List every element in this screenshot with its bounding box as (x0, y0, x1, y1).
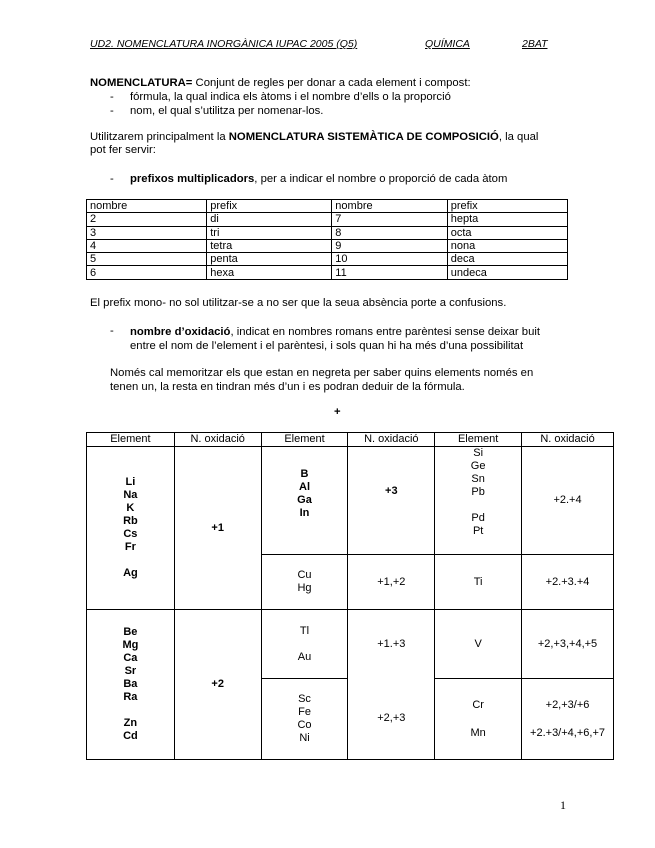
table-cell: octa (447, 226, 567, 239)
memorize-line2: tenen un, la resta en tindran més d’un i es podran deduir de la fórmula. (110, 381, 465, 393)
table-cell: 6 (87, 266, 207, 279)
document-title: UD2. NOMENCLATURA INORGÀNICA IUPAC 2005 (Q5) (90, 38, 358, 50)
header-cell: prefix (207, 200, 332, 213)
level-label: 2BAT (522, 38, 548, 50)
memorize-line1: Només cal memoritzar els que estan en negreta per saber quins elements només en (110, 367, 534, 379)
systematic-text: Utilitzarem principalment la (90, 131, 229, 143)
spacer (522, 712, 613, 727)
header-cell: N. oxidació (348, 433, 435, 447)
element-symbol: Mn (470, 726, 486, 739)
oxidation-value: +2.+3.+4 (522, 555, 614, 610)
sc-group-elements (261, 679, 348, 760)
bullet-dash: - (110, 325, 114, 337)
element-symbol: In (299, 507, 310, 519)
plus-sign: + (334, 406, 341, 418)
element-symbol: Mg (122, 639, 139, 651)
table-row (87, 253, 568, 266)
nomenclature-term: NOMENCLATURA= (90, 77, 193, 89)
oxidation-value: +1.+3 (377, 638, 406, 650)
cr-mn-elements (435, 679, 522, 760)
table-cell: hexa (207, 266, 332, 279)
nomenclature-definition (90, 77, 471, 90)
oxidation-value: +1,+2 (348, 555, 435, 610)
spacer (87, 704, 174, 717)
prefixes-bullet (130, 173, 507, 185)
table-row (87, 610, 614, 679)
oxidation-line2: entre el nom de l’element i el parèntesi, i sols quan hi ha més d’una possibilitat (130, 340, 524, 352)
element-symbol: Ag (123, 567, 138, 579)
element-symbol: V (435, 610, 522, 679)
element-symbol: Ga (297, 494, 312, 506)
table-row (87, 447, 614, 555)
table-row (87, 239, 568, 252)
prefix-table (86, 199, 568, 280)
element-symbol: Cs (123, 528, 138, 540)
element-symbol: Rb (123, 515, 138, 527)
table-cell: di (207, 213, 332, 226)
systematic-line2: pot fer servir: (90, 144, 156, 156)
table-cell: 8 (332, 226, 447, 239)
element-symbol: Pt (472, 525, 484, 537)
element-symbol: Al (299, 481, 311, 493)
element-symbol: K (126, 502, 135, 514)
table-cell: tri (207, 226, 332, 239)
element-symbol: Pb (471, 486, 485, 498)
table-row (87, 266, 568, 279)
cu-hg-elements (261, 555, 348, 610)
oxidation-value: +1 (174, 447, 261, 610)
element-symbol: Hg (297, 582, 312, 594)
mono-note: El prefix mono- no sol utilitzar-se a no ser que la seua absència porte a confusions. (90, 297, 507, 309)
spacer (262, 638, 348, 651)
element-symbol: Ge (470, 460, 486, 472)
header-cell: prefix (447, 200, 567, 213)
element-symbol: Be (123, 626, 138, 638)
oxidation-value: +2.+4 (522, 447, 614, 555)
table-cell: penta (207, 253, 332, 266)
element-symbol: Sr (124, 665, 137, 677)
spacer (262, 520, 348, 533)
group1-elements (87, 447, 175, 610)
oxidation-value: +2,+3/+6 (545, 698, 590, 711)
cr-mn-ox (522, 679, 614, 760)
element-symbol: Na (123, 489, 138, 501)
element-symbol: Li (125, 476, 136, 488)
header-cell: N. oxidació (174, 433, 261, 447)
element-symbol: Cu (297, 569, 312, 581)
header-cell: nombre (332, 200, 447, 213)
table-cell: deca (447, 253, 567, 266)
tl-au-elements (261, 610, 348, 679)
table-cell: 5 (87, 253, 207, 266)
systematic-text-after: , la qual (498, 131, 539, 143)
table-header-row (87, 200, 568, 213)
bullet-dash: - (110, 173, 114, 185)
bullet-dash: - (110, 91, 114, 103)
spacer (87, 554, 174, 567)
element-symbol: Pd (471, 512, 485, 524)
element-symbol: Ba (123, 678, 138, 690)
element-symbol: Ra (123, 691, 138, 703)
oxidation-value: +2 (174, 610, 261, 760)
table-row (87, 226, 568, 239)
element-symbol: Si (473, 447, 484, 459)
header-cell: Element (261, 433, 348, 447)
group14-elements (435, 447, 522, 555)
table-header-row (87, 433, 614, 447)
table-cell: 11 (332, 266, 447, 279)
definition-text: Conjunt de regles per donar a cada element i compost: (192, 77, 471, 89)
page-number: 1 (560, 798, 566, 812)
table-cell: tetra (207, 239, 332, 252)
table-cell: hepta (447, 213, 567, 226)
header-cell: N. oxidació (522, 433, 614, 447)
element-symbol: B (300, 468, 309, 480)
tl-au-sc-ox-cell (348, 610, 435, 760)
table-cell: undeca (447, 266, 567, 279)
group2-elements (87, 610, 175, 760)
systematic-bold: NOMENCLATURA SISTEMÀTICA DE COMPOSICIÓ (228, 131, 499, 143)
element-symbol: Ca (123, 652, 138, 664)
oxidation-value: +3 (348, 447, 435, 555)
table-cell: 2 (87, 213, 207, 226)
subject-label: QUÍMICA (425, 38, 470, 50)
table-cell: 10 (332, 253, 447, 266)
header-cell: nombre (87, 200, 207, 213)
table-cell: 7 (332, 213, 447, 226)
group13-elements (261, 447, 348, 555)
oxidation-line1: , indicat en nombres romans entre parèntesi sense deixar buit (230, 326, 541, 338)
element-symbol: Zn (123, 717, 138, 729)
element-symbol: Tl (299, 624, 310, 637)
systematic-paragraph (90, 131, 538, 157)
element-symbol: Co (297, 719, 312, 731)
bullet-name: nom, el qual s’utilitza per nomenar-los. (130, 105, 324, 117)
element-symbol: Cr (472, 698, 484, 711)
bullet-dash: - (110, 105, 114, 117)
memorize-paragraph (110, 366, 533, 394)
spacer (435, 499, 521, 512)
header-cell: Element (87, 433, 175, 447)
bullet-formula: fórmula, la qual indica els àtoms i el nombre d’ells o la proporció (130, 91, 451, 103)
element-symbol: Sn (471, 473, 485, 485)
element-symbol: Cd (123, 730, 138, 742)
oxidation-bullet (130, 325, 540, 353)
element-symbol: Ti (435, 555, 522, 610)
header-cell: Element (435, 433, 522, 447)
oxidation-value: +2,+3,+4,+5 (522, 610, 614, 679)
oxidation-value: +2,+3 (377, 712, 406, 724)
table-row (87, 213, 568, 226)
element-symbol: Ni (299, 732, 310, 744)
element-symbol: Fr (124, 541, 136, 553)
table-cell: 4 (87, 239, 207, 252)
oxidation-value: +2.+3/+4,+6,+7 (530, 726, 605, 739)
element-symbol: Fe (298, 706, 311, 718)
prefixes-text: , per a indicar el nombre o proporció de cada àtom (254, 173, 508, 185)
element-symbol: Au (297, 650, 312, 663)
element-symbol: Sc (298, 693, 311, 705)
spacer (435, 712, 521, 727)
oxidation-table (86, 432, 614, 760)
table-cell: 3 (87, 226, 207, 239)
oxidation-bold: nombre d’oxidació (130, 326, 231, 338)
table-cell: 9 (332, 239, 447, 252)
prefixes-bold: prefixos multiplicadors (130, 173, 255, 185)
table-cell: nona (447, 239, 567, 252)
